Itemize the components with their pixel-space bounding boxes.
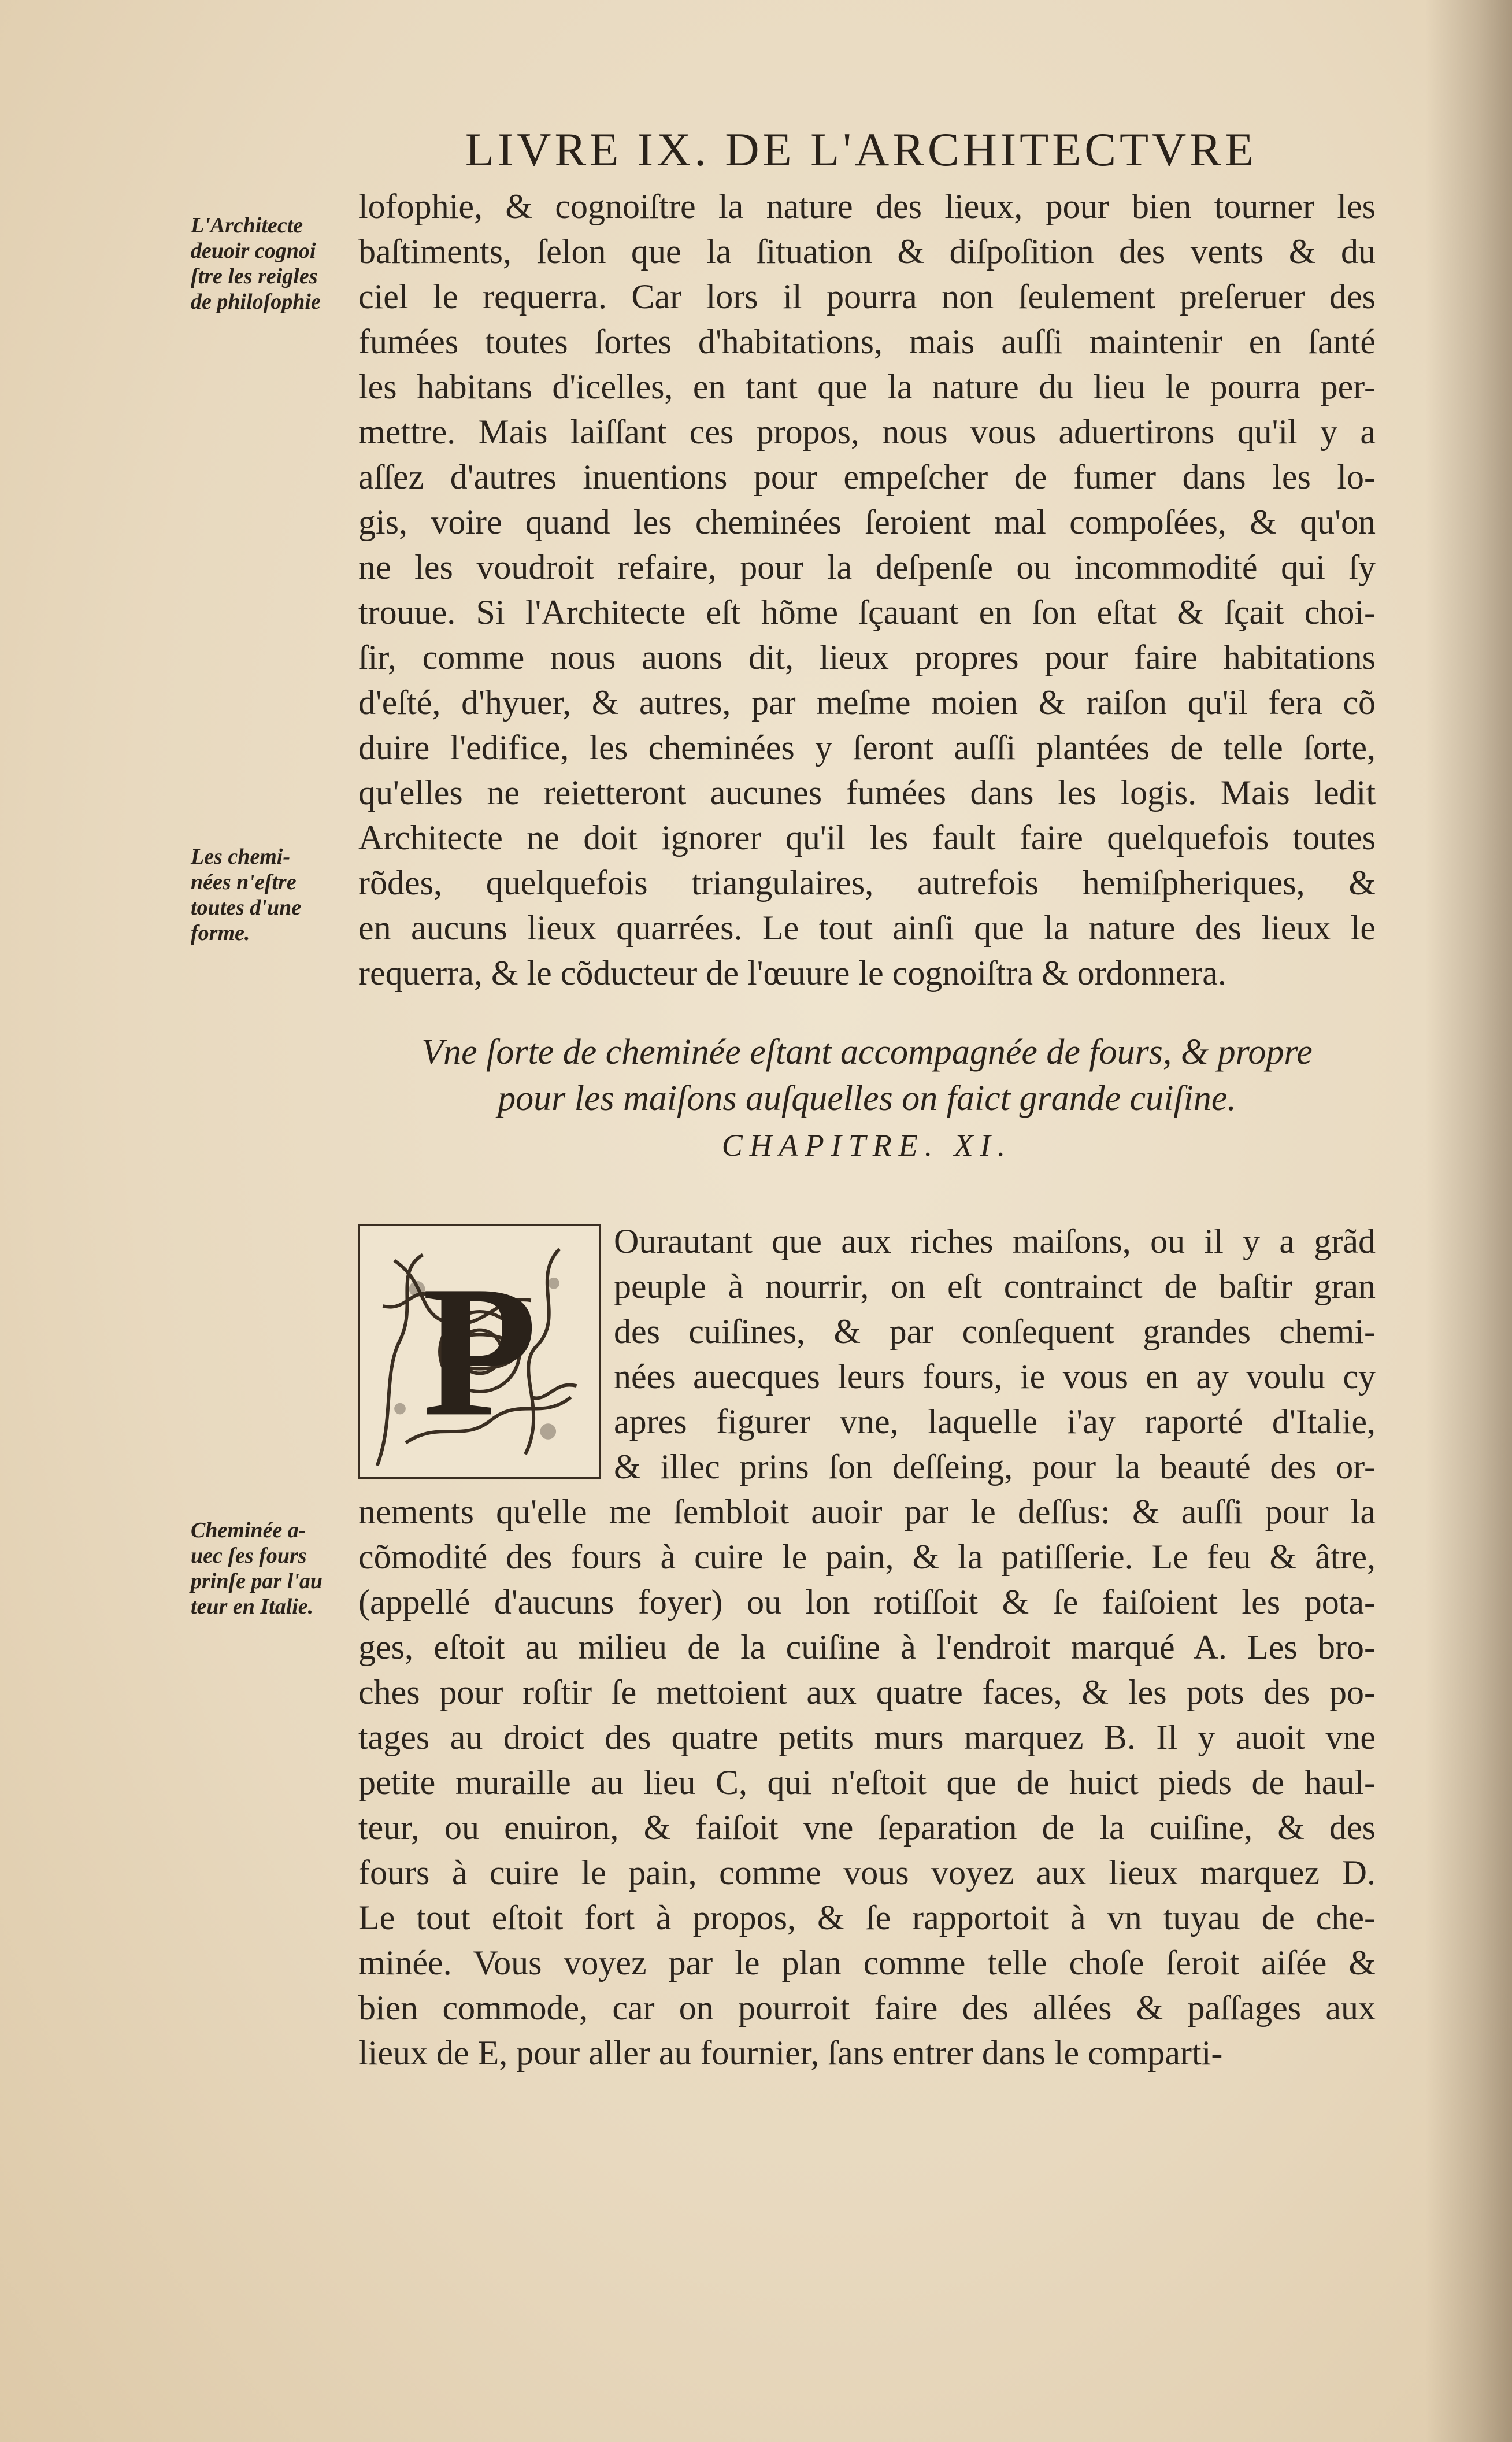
paragraph-2-continued <box>358 1489 1376 2075</box>
text-line: mettre. Mais laiſſant ces propos, nous vous aduertirons qu'il y a <box>358 413 1376 451</box>
text-line: ſir, comme nous auons dit, lieux propres pour faire habitations <box>358 638 1376 676</box>
margin-line: ſtre les reigles <box>191 264 318 288</box>
text-line: rõdes, quelquefois triangulaires, autrefois hemiſpheriques, & <box>358 864 1376 902</box>
margin-line: prinſe par l'au <box>191 1569 323 1593</box>
paragraph-1 <box>358 184 1376 996</box>
margin-line: teur en Italie. <box>191 1594 314 1619</box>
text-line: petite muraille au lieu C, qui n'eſtoit que de huict pieds de haul- <box>358 1763 1376 1801</box>
margin-line: L'Architecte <box>191 213 303 238</box>
text-line: lofophie, & cognoiſtre la nature des lieux, pour bien tourner les <box>358 187 1376 225</box>
chapter-title-line: pour les maiſons auſquelles on faict grande cuiſine. <box>498 1079 1236 1118</box>
text-line: ges, eſtoit au milieu de la cuiſine à l'endroit marqué A. Les bro- <box>358 1628 1376 1666</box>
margin-note-1 <box>191 213 348 314</box>
running-head: LIVRE IX. DE L'ARCHITECTVRE <box>465 123 1258 176</box>
chapter-label: CHAPITRE. XI. <box>721 1128 1013 1163</box>
text-line: nées auecques leurs fours, ie vous en ay voulu cy <box>614 1357 1376 1396</box>
margin-line: forme. <box>191 921 250 945</box>
text-line: d'eſté, d'hyuer, & autres, par meſme moien & raiſon qu'il fera cõ <box>358 683 1376 722</box>
text-line: tages au droict des quatre petits murs marquez B. Il y auoit vne <box>358 1718 1376 1756</box>
drop-cap-ornament <box>358 1224 601 1479</box>
text-line: lieux de E, pour aller au fournier, ſans entrer dans le comparti- <box>358 2034 1223 2072</box>
margin-line: Les chemi- <box>191 845 291 869</box>
margin-line: nées n'eſtre <box>191 870 297 894</box>
text-line: Le tout eſtoit fort à propos, & ſe rapportoit à vn tuyau de che- <box>358 1899 1376 1937</box>
paragraph-2-opening <box>614 1219 1376 1489</box>
text-line: gis, voire quand les cheminées ſeroient mal compoſées, & qu'on <box>358 503 1376 541</box>
text-line: teur, ou enuiron, & faiſoit vne ſeparation de la cuiſine, & des <box>358 1808 1376 1847</box>
text-line: qu'elles ne reietteront aucunes fumées dans les logis. Mais ledit <box>358 774 1376 812</box>
text-line: fours à cuire le pain, comme vous voyez aux lieux marquez D. <box>358 1853 1376 1892</box>
chapter-title <box>358 1029 1376 1122</box>
text-line: trouue. Si l'Architecte eſt hõme ſçauant en ſon eſtat & ſçait choi- <box>358 593 1376 631</box>
margin-note-2 <box>191 844 348 946</box>
drop-cap-icon <box>360 1226 599 1477</box>
margin-line: toutes d'une <box>191 896 302 920</box>
text-line: fumées toutes ſortes d'habitations, mais auſſi maintenir en ſanté <box>358 323 1376 361</box>
text-line: bien commode, car on pourroit faire des allées & paſſages aux <box>358 1989 1376 2027</box>
text-line: aſſez d'autres inuentions pour empeſcher de fumer dans les lo- <box>358 458 1376 496</box>
text-line: cõmodité des fours à cuire le pain, & la patiſſerie. Le feu & âtre, <box>358 1538 1376 1576</box>
text-line: minée. Vous voyez par le plan comme telle choſe ſeroit aiſée & <box>358 1944 1376 1982</box>
text-line: nements qu'elle me ſembloit auoir par le deſſus: & auſſi pour la <box>358 1493 1376 1531</box>
margin-line: de philoſophie <box>191 290 321 314</box>
text-line: les habitans d'icelles, en tant que la nature du lieu le pourra per- <box>358 368 1376 406</box>
text-line: & illec prins ſon deſſeing, pour la beauté des or- <box>614 1448 1376 1486</box>
margin-note-3 <box>191 1518 348 1619</box>
margin-line: deuoir cognoi <box>191 239 316 263</box>
text-line: duire l'edifice, les cheminées y ſeront auſſi plantées de telle ſorte, <box>358 728 1376 767</box>
gutter-shadow <box>1425 0 1512 2442</box>
text-line: des cuiſines, & par conſequent grandes chemi- <box>614 1312 1376 1350</box>
text-line: baſtiments, ſelon que la ſituation & diſpoſition des vents & du <box>358 232 1376 271</box>
text-line: Ourautant que aux riches maiſons, ou il y a grãd <box>614 1222 1376 1260</box>
text-line: en aucuns lieux quarrées. Le tout ainſi que la nature des lieux le <box>358 909 1376 947</box>
text-line: (appellé d'aucuns foyer) ou lon rotiſſoit & ſe faiſoient les pota- <box>358 1583 1376 1621</box>
text-line: ciel le requerra. Car lors il pourra non ſeulement preſeruer des <box>358 278 1376 316</box>
chapter-title-line: Vne ſorte de cheminée eſtant accompagnée de fours, & propre <box>421 1033 1313 1072</box>
drop-cap-letter: P <box>422 1247 538 1456</box>
text-line: Architecte ne doit ignorer qu'il les fault faire quelquefois toutes <box>358 819 1376 857</box>
margin-line: Cheminée a- <box>191 1518 306 1542</box>
text-line: requerra, & le cõducteur de l'œuure le cognoiſtra & ordonnera. <box>358 954 1226 992</box>
margin-line: uec ſes fours <box>191 1544 307 1568</box>
text-line: ne les voudroit refaire, pour la deſpenſe ou incommodité qui ſy <box>358 548 1376 586</box>
text-line: apres figurer vne, laquelle i'ay raporté d'Italie, <box>614 1403 1376 1441</box>
text-line: ches pour roſtir ſe mettoient aux quatre faces, & les pots des po- <box>358 1673 1376 1711</box>
text-line: peuple à nourrir, on eſt contrainct de baſtir gran <box>614 1267 1376 1305</box>
